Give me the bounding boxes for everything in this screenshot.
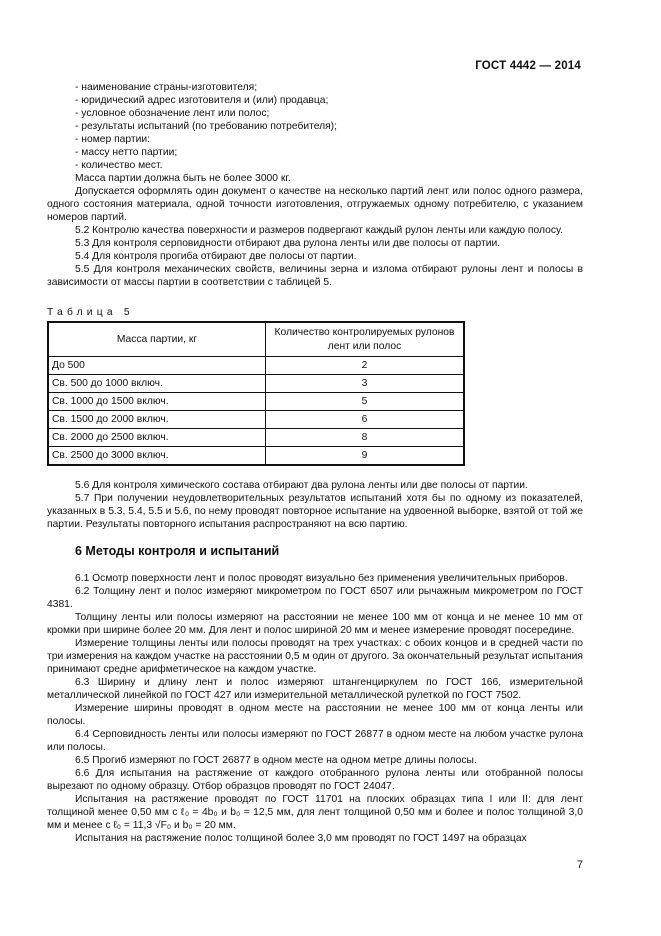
list-item: - количество мест.	[75, 160, 163, 171]
paragraph: Допускается оформлять один документ о качестве на несколько партий лент или полос одного размера, одного состояния материала, одной точности изготовления, отгружаемых одному потребителю, с указанием номеров партий.	[47, 186, 583, 223]
paragraph: 6.1 Осмотр поверхности лент и полос проводят визуально без применения увеличительных приборов.	[75, 573, 568, 584]
paragraph: 5.3 Для контроля серповидности отбирают два рулона ленты или две полосы от партии.	[75, 238, 501, 249]
list-item: - массу нетто партии;	[75, 147, 178, 158]
paragraph: Испытания на растяжение полос толщиной более 3,0 мм проводят по ГОСТ 1497 на образцах	[75, 833, 527, 844]
list-item: - наименование страны-изготовителя;	[75, 82, 258, 93]
paragraph: 5.2 Контролю качества поверхности и размеров подвергают каждый рулон ленты или каждую полосу.	[75, 225, 563, 236]
table-row	[48, 375, 464, 393]
table-cell: Св. 1500 до 2000 включ.	[48, 411, 266, 429]
table-header-cell: Масса партии, кг	[48, 322, 266, 357]
page-content	[47, 81, 583, 845]
paragraph: 6.3 Ширину и длину лент и полос измеряют штангенциркулем по ГОСТ 166, измерительной металлической линейкой по ГОСТ 427 или измерительной металлической рулеткой по ГОСТ 7502.	[47, 677, 583, 701]
section-title: 6 Методы контроля и испытаний	[75, 544, 280, 558]
table-cell: Св. 500 до 1000 включ.	[48, 375, 266, 393]
table-cell: Св. 2000 до 2500 включ.	[48, 429, 266, 447]
paragraph: Измерение ширины проводят в одном месте на расстоянии не менее 100 мм от конца ленты или полосы.	[47, 703, 583, 727]
table-cell: До 500	[48, 357, 266, 375]
list-item: - условное обозначение лент или полос;	[75, 108, 270, 119]
table-cell: 2	[266, 357, 465, 375]
paragraph: 5.5 Для контроля механических свойств, величины зерна и излома отбирают рулоны лент и полосы в зависимости от массы партии в соответствии с таблицей 5.	[47, 264, 583, 288]
table-5	[47, 321, 465, 466]
table-cell: Св. 2500 до 3000 включ.	[48, 447, 266, 466]
table-header-row	[48, 322, 464, 357]
marking-list	[47, 81, 583, 185]
page-number: 7	[576, 859, 583, 871]
table-cell: Св. 1000 до 1500 включ.	[48, 393, 266, 411]
table-row	[48, 429, 464, 447]
table-cell: 6	[266, 411, 465, 429]
paragraph: 5.4 Для контроля прогиба отбирают две полосы от партии.	[75, 251, 357, 262]
paragraph: 5.6 Для контроля химического состава отбирают два рулона ленты или две полосы от партии.	[75, 480, 528, 491]
paragraph: 6.6 Для испытания на растяжение от каждого отобранного рулона ленты или отобранной полосы вырезают по одному образцу. Отбор образцов проводят по ГОСТ 24047.	[47, 768, 583, 792]
paragraph: Толщину ленты или полосы измеряют на расстоянии не менее 100 мм от конца и не менее 10 мм от кромки при ширине более 20 мм. Для лент и полос шириной 20 мм и менее измерение проводят посередине.	[47, 612, 583, 636]
list-item: Масса партии должна быть не более 3000 кг.	[75, 173, 291, 184]
table-caption: Таблица 5	[47, 307, 134, 318]
paragraph: Испытания на растяжение проводят по ГОСТ 11701 на плоских образцах типа I или II: для лент толщиной менее 0,50 мм с ℓ₀ = 4b₀ и b₀ = 12,5 мм, для лент толщиной 0,50 мм и более и полос толщиной 3,0 мм и менее с ℓ₀ = 11,3 √F₀ и b₀ = 20 мм.	[47, 794, 583, 831]
table-row	[48, 393, 464, 411]
table-cell: 9	[266, 447, 465, 466]
paragraph: 5.7 При получении неудовлетворительных результатов испытаний хотя бы по одному из показателей, указанных в 5.3, 5.4, 5.5 и 5.6, по нему проводят повторное испытание на удвоенной выборке, взятой от той же партии. Результаты повторного испытания распространяют на всю партию.	[47, 493, 583, 530]
table-row	[48, 447, 464, 466]
list-item: - результаты испытаний (по требованию потребителя);	[75, 121, 337, 132]
list-item: - номер партии:	[75, 134, 150, 145]
list-item: - юридический адрес изготовителя и (или) продавца;	[75, 95, 329, 106]
table-row	[48, 357, 464, 375]
table-row	[48, 411, 464, 429]
table-cell: 3	[266, 375, 465, 393]
table-cell: 5	[266, 393, 465, 411]
paragraph: 6.5 Прогиб измеряют по ГОСТ 26877 в одном месте на одном метре длины полосы.	[75, 755, 477, 766]
paragraph: 6.2 Толщину лент и полос измеряют микрометром по ГОСТ 6507 или рычажным микрометром по ГОСТ 4381.	[47, 586, 583, 610]
document-header: ГОСТ 4442 — 2014	[475, 60, 581, 72]
paragraph: 6.4 Серповидность ленты или полосы измеряют по ГОСТ 26877 в одном месте на любом участке рулона или полосы.	[47, 729, 583, 753]
paragraph: Измерение толщины ленты или полосы проводят на трех участках: с обоих концов и в средней части по три измерения на каждом участке на расстоянии 0,5 м один от другого. За окончательный результат испытания принимают средне арифметическое на каждом участке.	[47, 638, 583, 675]
table-cell: 8	[266, 429, 465, 447]
table-header-cell: Количество контролируемых рулонов лент или полос	[266, 322, 465, 357]
